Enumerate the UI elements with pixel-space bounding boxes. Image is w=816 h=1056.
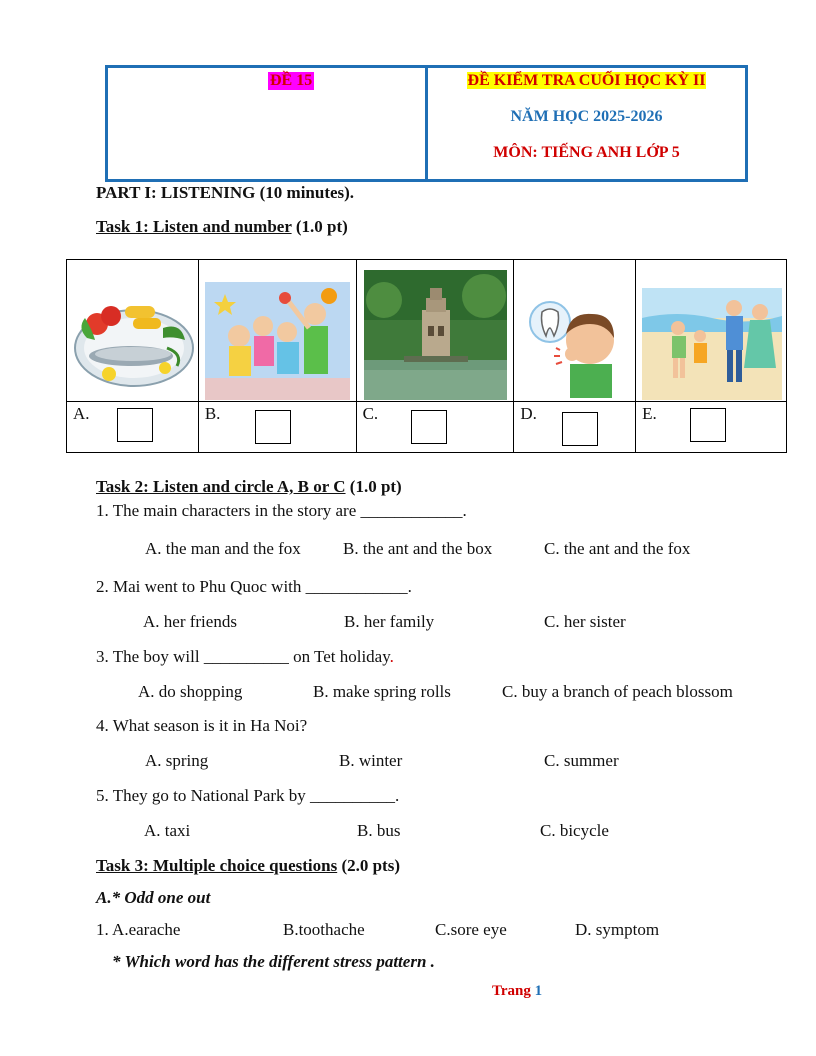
q2-option-a[interactable]: A. her friends [143, 612, 237, 631]
task1-picture-table [66, 259, 787, 453]
q1-option-c[interactable]: C. the ant and the fox [544, 539, 691, 558]
picture-label-b: B. [204, 404, 221, 423]
q2-option-c[interactable]: C. her sister [544, 612, 626, 631]
label-cell-a [67, 402, 199, 453]
q1-option-b[interactable]: B. the ant and the box [343, 539, 493, 558]
task2-title: Task 2: Listen and circle A, B or C [96, 477, 346, 496]
school-year: NĂM HỌC 2025-2026 [510, 108, 663, 125]
task2-heading [96, 477, 402, 497]
q3-option-a[interactable]: A. do shopping [138, 682, 243, 701]
header-right-cell [428, 68, 745, 179]
exam-code: ĐỀ 15 [270, 72, 313, 89]
food-plate-image [73, 288, 195, 392]
label-cell-d [514, 402, 636, 453]
family-festival-image [205, 282, 350, 400]
task1-title: Task 1: Listen and number [96, 217, 292, 236]
exam-title: ĐỀ KIỂM TRA CUỐI HỌC KỲ II [467, 72, 706, 89]
subject: MÔN: TIẾNG ANH LỚP 5 [493, 144, 680, 161]
exam-header [105, 65, 748, 182]
t3-q1-option-b[interactable]: B.toothache [283, 920, 365, 939]
answer-box-d[interactable] [562, 412, 598, 446]
q3-option-c[interactable]: C. buy a branch of peach blossom [502, 682, 733, 701]
t3-q1-option-c[interactable]: C.sore eye [435, 920, 507, 939]
task1-points: (1.0 pt) [291, 217, 348, 236]
stress-pattern-heading: * Which word has the different stress pattern . [112, 952, 435, 971]
picture-cell-b [198, 260, 356, 402]
q5-option-a[interactable]: A. taxi [144, 821, 191, 840]
task3-title: Task 3: Multiple choice questions [96, 856, 338, 875]
section-odd-one-out: A.* Odd one out [96, 888, 211, 907]
answer-box-e[interactable] [690, 408, 726, 442]
label-cell-c [356, 402, 514, 453]
question-5: 5. They go to National Park by __________. [96, 786, 400, 805]
task1-heading [96, 217, 348, 237]
t3-q1-option-a[interactable]: 1. A.earache [96, 920, 181, 939]
answer-box-c[interactable] [411, 410, 447, 444]
turtle-tower-image [364, 270, 507, 400]
picture-label-d: D. [520, 404, 537, 423]
picture-label-a: A. [73, 404, 90, 423]
picture-cell-c [356, 260, 514, 402]
label-cell-e [636, 402, 787, 453]
picture-cell-a [67, 260, 199, 402]
q4-option-b[interactable]: B. winter [339, 751, 403, 770]
answer-box-b[interactable] [255, 410, 291, 444]
question-3: 3. The boy will __________ on Tet holiday. [96, 647, 394, 666]
part1-title: PART I: LISTENING (10 minutes). [96, 183, 355, 202]
q4-option-c[interactable]: C. summer [544, 751, 619, 770]
label-cell-b [198, 402, 356, 453]
answer-box-a[interactable] [117, 408, 153, 442]
task3-heading [96, 856, 400, 876]
question-1: 1. The main characters in the story are ____________. [96, 501, 467, 520]
q4-option-a[interactable]: A. spring [145, 751, 209, 770]
q2-option-b[interactable]: B. her family [344, 612, 435, 631]
q5-option-c[interactable]: C. bicycle [540, 821, 609, 840]
question-2: 2. Mai went to Phu Quoc with ____________. [96, 577, 412, 596]
question-4: 4. What season is it in Ha Noi? [96, 716, 308, 735]
header-left-cell [108, 68, 428, 179]
task2-points: (1.0 pt) [345, 477, 402, 496]
q5-option-b[interactable]: B. bus [357, 821, 401, 840]
family-beach-image [642, 288, 782, 400]
toothache-boy-image [526, 294, 626, 398]
t3-q1-option-d[interactable]: D. symptom [575, 920, 660, 939]
task3-points: (2.0 pts) [337, 856, 400, 875]
picture-cell-e [636, 260, 787, 402]
q3-option-b[interactable]: B. make spring rolls [313, 682, 451, 701]
page-number: 1 [534, 983, 543, 999]
page-footer [492, 983, 542, 1000]
picture-label-c: C. [362, 404, 379, 423]
picture-cell-d [514, 260, 636, 402]
footer-label: Trang [492, 983, 535, 999]
q1-option-a[interactable]: A. the man and the fox [145, 539, 301, 558]
picture-label-e: E. [642, 404, 657, 423]
